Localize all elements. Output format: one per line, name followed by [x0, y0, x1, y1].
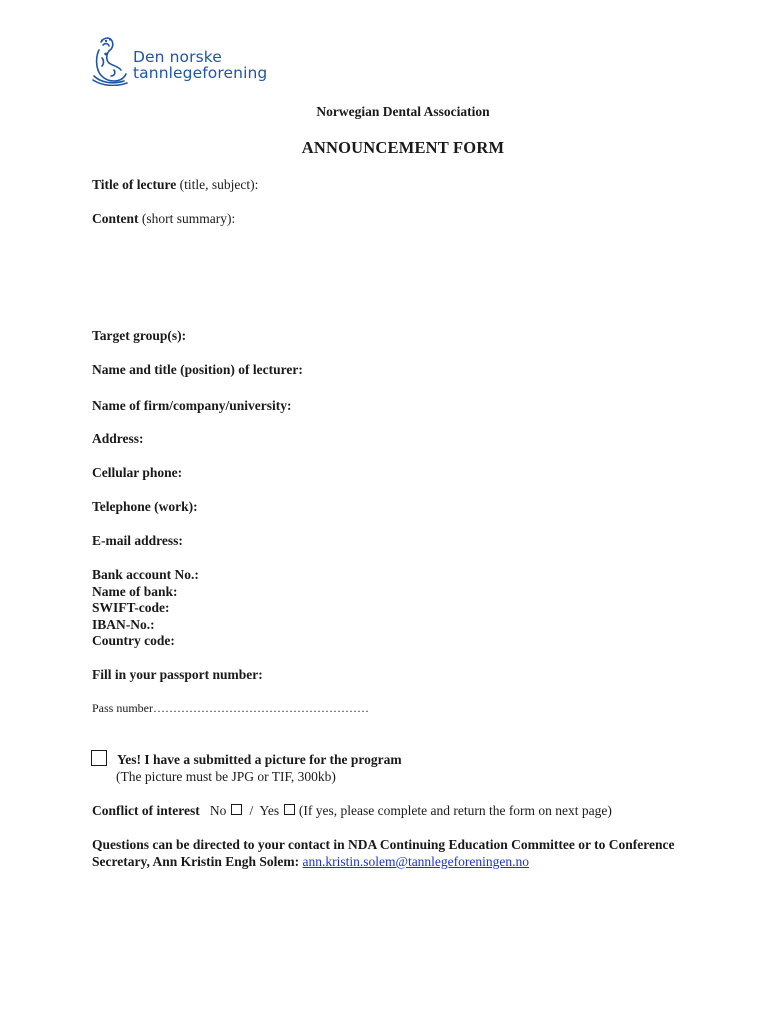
bank-name-label: Name of bank: [92, 583, 178, 599]
bank-account-field[interactable] [92, 567, 199, 584]
logo-line-1: Den norske [133, 48, 222, 66]
conflict-no-checkbox[interactable] [231, 804, 242, 815]
address-label: Address: [92, 431, 144, 446]
conflict-of-interest-row [92, 803, 612, 819]
address-field[interactable] [92, 431, 144, 448]
lecturer-name-field[interactable] [92, 362, 303, 379]
cellular-field[interactable] [92, 465, 182, 482]
organization-name: Norwegian Dental Association [316, 104, 490, 119]
email-field[interactable] [92, 533, 183, 550]
bank-name-field[interactable] [92, 584, 199, 601]
iban-label: IBAN-No.: [92, 616, 155, 632]
picture-checkbox[interactable] [91, 750, 107, 766]
tooth-seal-icon [90, 36, 130, 86]
iban-field[interactable] [92, 617, 199, 634]
logo-line-2: tannlegeforening [133, 64, 268, 82]
passport-field [92, 667, 263, 684]
picture-format-note: (The picture must be JPG or TIF, 300kb) [116, 769, 336, 784]
target-groups-field[interactable] [92, 328, 186, 345]
questions-paragraph [92, 836, 712, 870]
contact-email-link[interactable]: ann.kristin.solem@tannlegeforeningen.no [302, 854, 530, 869]
country-code-field[interactable] [92, 633, 199, 650]
conflict-separator: / [249, 803, 254, 818]
logo [90, 36, 290, 90]
conflict-no-label: No [209, 803, 227, 818]
cellular-label: Cellular phone: [92, 465, 183, 480]
target-groups-label: Target group(s): [92, 328, 187, 343]
firm-field[interactable] [92, 398, 291, 415]
conflict-note: (If yes, please complete and return the form on next page) [298, 803, 612, 818]
swift-field[interactable] [92, 600, 199, 617]
questions-text: Questions can be directed to your contact in NDA Continuing Education Committee or to Conference Secretary, Ann Kristin Engh Solem: [92, 837, 675, 869]
telephone-label: Telephone (work): [92, 499, 198, 514]
firm-label: Name of firm/company/university: [92, 398, 292, 413]
bank-details [92, 567, 199, 650]
lecturer-name-label: Name and title (position) of lecturer: [92, 362, 303, 377]
lecture-title-label: Title of lecture [92, 177, 177, 192]
content-label: Content [92, 211, 139, 226]
logo-text [133, 49, 267, 81]
content-hint: (short summary): [138, 211, 236, 226]
conflict-yes-label: Yes [259, 803, 280, 818]
email-label: E-mail address: [92, 533, 183, 548]
pass-number-line[interactable]: Pass number……………………………………………… [92, 701, 369, 715]
passport-label: Fill in your passport number: [92, 667, 263, 682]
content-field[interactable] [92, 211, 235, 228]
bank-account-label: Bank account No.: [92, 567, 199, 582]
lecture-title-hint: (title, subject): [176, 177, 259, 192]
lecture-title-field[interactable] [92, 177, 258, 194]
conflict-yes-checkbox[interactable] [284, 804, 295, 815]
telephone-field[interactable] [92, 499, 198, 516]
picture-checkbox-label: Yes! I have a submitted a picture for the program [117, 752, 402, 767]
country-code-label: Country code: [92, 633, 175, 648]
conflict-label: Conflict of interest [92, 803, 200, 818]
form-title: ANNOUNCEMENT FORM [301, 138, 505, 157]
swift-label: SWIFT-code: [92, 600, 170, 615]
